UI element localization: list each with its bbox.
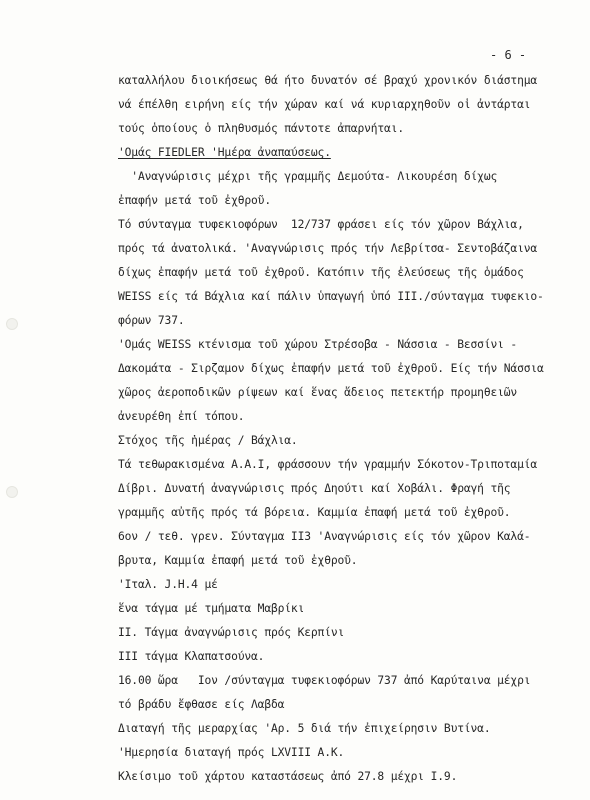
text-line: φόρων 737. [118,314,185,327]
text-line: τό βράδυ ἔφθασε είς Λαβδα [118,698,285,711]
text-line: 'Αναγνώρισις μέχρι τῆς γραμμῆς Δεμούτα- Λικουρέση δίχως [118,170,498,183]
text-line: δίχως ἐπαφήν μετά τοῦ ἐχθροῦ. Κατόπιν τῆς ἐλεύσεως τῆς ὁμάδος [118,266,524,279]
text-line: III τάγμα Κλαπατσούνα. [118,650,265,663]
text-line: Τό σύνταγμα τυφεκιοφόρων 12/737 φράσει είς τόν χῶρον Βάχλια, [118,218,524,231]
text-line: ἀνευρέθη ἐπί τόπου. [118,410,245,423]
text-line: 'Ημερησία διαταγή πρός LXVIII Α.Κ. [118,746,345,759]
text-line: ἐπαφήν μετά τοῦ ἐχθροῦ. [118,194,271,207]
text-line: ἕνα τάγμα μέ τμήματα Μαβρίκι [118,602,305,615]
page-number: - 6 - [490,48,527,62]
text-line: WEISS είς τά Βάχλια καί πάλιν ὑπαγωγή ὑπό III./σύνταγμα τυφεκιο- [118,290,544,303]
text-line: Δακομάτα - Σιρζαμον δίχως ἐπαφήν μετά τοῦ ἐχθροῦ. Είς τήν Νάσσια [118,362,544,375]
text-line: II. Τάγμα ἀναγνώρισις πρός Κερπίνι [118,626,345,639]
text-line: Διαταγή τῆς μεραρχίας 'Αρ. 5 διά τήν ἐπιχείρησιν Βυτίνα. [118,722,491,735]
text-line: Τά τεθωρακισμένα Α.Α.Ι, φράσσουν τήν γραμμήν Σόκοτον-Τριποταμία [118,458,538,471]
text-line: γραμμῆς αὐτῆς πρός τά βόρεια. Καμμία ἐπαφή μετά τοῦ ἐχθροῦ. [118,506,511,519]
text-line: πρός τά ἀνατολικά. 'Αναγνώρισις πρός τήν Λεβρίτσα- Σεντοβάζαινα [118,242,538,255]
punch-hole [6,486,18,498]
text-line: 16.00 ὥρα Ιον /σύνταγμα τυφεκιοφόρων 737 ἀπό Καρύταινα μέχρι [118,674,531,687]
text-line: βρυτα, Καμμία ἐπαφή μετά τοῦ ἐχθροῦ. [118,554,358,567]
text-line: καταλλήλου διοικήσεως θά ήτο δυνατόν σέ βραχύ χρονικόν διάστημα [118,74,538,87]
text-line: 'Ιταλ. J.H.4 μέ [118,578,218,591]
punch-hole [6,318,18,330]
text-line: χῶρος ἀεροποδικῶν ρίψεων καί ἕνας ἄδειος πετεκτήρ προμηθειῶν [118,386,518,399]
text-line: Δίβρι. Δυνατή ἀναγνώρισις πρός Δηούτι καί Χοβάλι. Φραγή τῆς [118,482,511,495]
text-line: Στόχος τῆς ἡμέρας / Βάχλια. [118,434,298,447]
text-line: Κλείσιμο τοῦ χάρτου καταστάσεως ἀπό 27.8 μέχρι Ι.9. [118,770,458,783]
section-heading-fiedler: 'Ομάς FIEDLER 'Ημέρα ἀναπαύσεως. [118,146,331,159]
text-line: νά έπέλθη ειρήνη είς τήν χώραν καί νά κυριαρχηθοῦν οἱ ἀντάρται [118,98,531,111]
text-line: 6ον / τεθ. γρεν. Σύνταγμα II3 'Αναγνώρισις είς τόν χῶρον Καλά- [118,530,531,543]
text-line: τούς ὁποίους ὁ πληθυσμός πάντοτε ἀπαρνήται. [118,122,405,135]
text-line: 'Ομάς WEISS κτένισμα τοῦ χώρου Στρέσοβα - Νάσσια - Βεσσίνι - [118,338,518,351]
